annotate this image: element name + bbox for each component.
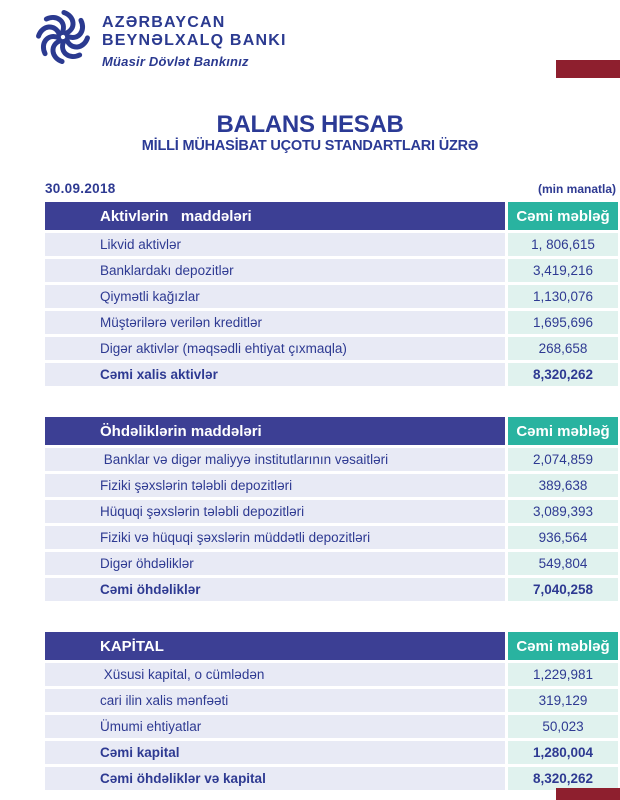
- row-value: 3,089,393: [508, 500, 618, 523]
- row-label: Hüquqi şəxslərin tələbli depozitləri: [45, 500, 505, 523]
- row-value: 1,695,696: [508, 311, 618, 334]
- document-title: BALANS HESAB: [216, 111, 404, 138]
- row-label: Cəmi öhdəliklər: [45, 578, 505, 601]
- assets-header-total: Cəmi məbləğ: [508, 202, 618, 230]
- row-value: 268,658: [508, 337, 618, 360]
- meta-row: [45, 181, 616, 196]
- table-row: [45, 285, 618, 308]
- table-row: [45, 767, 618, 790]
- liabilities-header-total: Cəmi məbləğ: [508, 417, 618, 445]
- table-row: [45, 689, 618, 712]
- table-row: [45, 715, 618, 738]
- row-label: Ümumi ehtiyatlar: [45, 715, 505, 738]
- capital-table-header: [45, 632, 618, 660]
- row-value: 1,130,076: [508, 285, 618, 308]
- bank-name-line1: AZƏRBAYCAN: [102, 14, 226, 31]
- table-row: [45, 500, 618, 523]
- row-value: 50,023: [508, 715, 618, 738]
- top-right-accent-bar: [556, 60, 620, 78]
- liabilities-header-label: Öhdəliklərin maddələri: [45, 417, 505, 445]
- capital-table: [45, 632, 618, 790]
- bank-name-line2: BEYNƏLXALQ BANKI: [102, 32, 287, 49]
- row-label: Cəmi kapital: [45, 741, 505, 764]
- assets-table-header: [45, 202, 618, 230]
- row-value: 1, 806,615: [508, 233, 618, 256]
- row-label: Cəmi xalis aktivlər: [45, 363, 505, 386]
- row-value: 389,638: [508, 474, 618, 497]
- row-label: cari ilin xalis mənfəəti: [45, 689, 505, 712]
- capital-header-total: Cəmi məbləğ: [508, 632, 618, 660]
- table-row: [45, 337, 618, 360]
- row-label: Fiziki və hüquqi şəxslərin müddətli depozitləri: [45, 526, 505, 549]
- report-date: 30.09.2018: [45, 181, 116, 196]
- row-value: 549,804: [508, 552, 618, 575]
- row-label: Qiymətli kağızlar: [45, 285, 505, 308]
- assets-table-body: [45, 233, 618, 386]
- table-row: [45, 448, 618, 471]
- bank-identity: [102, 8, 287, 69]
- capital-header-label: KAPİTAL: [45, 632, 505, 660]
- document-subtitle: MİLLİ MÜHASİBAT UÇOTU STANDARTLARI ÜZRƏ: [141, 138, 479, 154]
- row-value: 319,129: [508, 689, 618, 712]
- table-row: [45, 233, 618, 256]
- assets-table: [45, 202, 618, 386]
- row-label: Xüsusi kapital, o cümlədən: [45, 663, 505, 686]
- row-value: 8,320,262: [508, 767, 618, 790]
- row-label: Digər aktivlər (məqsədli ehtiyat çıxmaqla): [45, 337, 505, 360]
- liabilities-table-body: [45, 448, 618, 601]
- table-row: [45, 363, 618, 386]
- row-label: Cəmi öhdəliklər və kapital: [45, 767, 505, 790]
- table-row: [45, 311, 618, 334]
- row-value: 1,280,004: [508, 741, 618, 764]
- bottom-right-accent-bar: [556, 788, 620, 800]
- bank-logo-icon: [34, 8, 92, 66]
- row-label: Müştərilərə verilən kreditlər: [45, 311, 505, 334]
- table-row: [45, 578, 618, 601]
- row-value: 3,419,216: [508, 259, 618, 282]
- row-label: Fiziki şəxslərin tələbli depozitləri: [45, 474, 505, 497]
- table-row: [45, 526, 618, 549]
- bank-tagline: Müasir Dövlət Bankınız: [102, 54, 249, 69]
- row-value: 936,564: [508, 526, 618, 549]
- assets-header-label: Aktivlərin maddələri: [45, 202, 505, 230]
- row-label: Digər öhdəliklər: [45, 552, 505, 575]
- row-label: Likvid aktivlər: [45, 233, 505, 256]
- liabilities-table: [45, 417, 618, 601]
- liabilities-table-header: [45, 417, 618, 445]
- row-value: 2,074,859: [508, 448, 618, 471]
- currency-unit-note: (min manatla): [537, 182, 616, 196]
- table-row: [45, 259, 618, 282]
- table-row: [45, 474, 618, 497]
- row-value: 1,229,981: [508, 663, 618, 686]
- table-row: [45, 741, 618, 764]
- table-row: [45, 552, 618, 575]
- row-value: 7,040,258: [508, 578, 618, 601]
- row-label: Banklardakı depozitlər: [45, 259, 505, 282]
- table-row: [45, 663, 618, 686]
- capital-table-body: [45, 663, 618, 790]
- row-value: 8,320,262: [508, 363, 618, 386]
- bank-header: [0, 0, 620, 74]
- row-label: Banklar və digər maliyyə institutlarının vəsaitləri: [45, 448, 505, 471]
